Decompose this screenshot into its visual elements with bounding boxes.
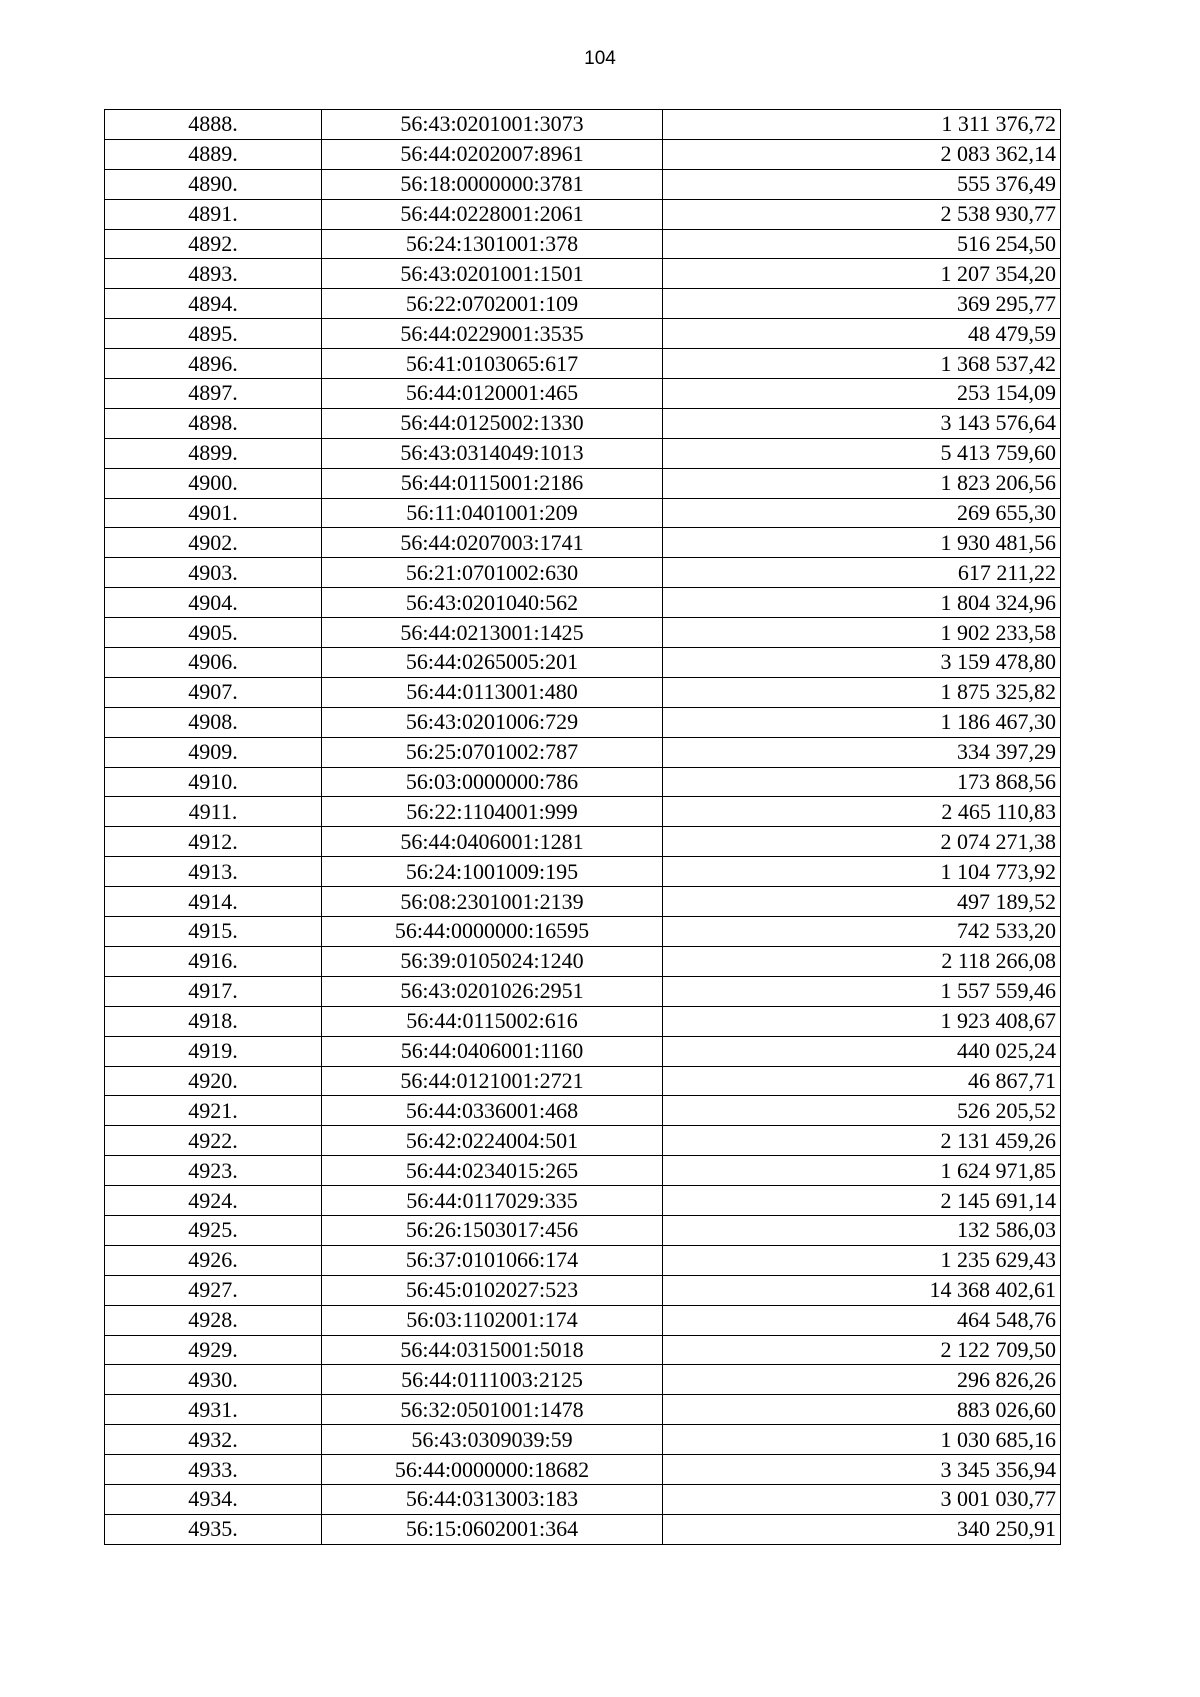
value-cell: 1 804 324,96 <box>663 588 1061 618</box>
value-cell: 132 586,03 <box>663 1215 1061 1245</box>
table-row <box>105 528 1061 558</box>
row-number-cell: 4935. <box>105 1514 322 1544</box>
cadastral-number-cell: 56:15:0602001:364 <box>322 1514 663 1544</box>
table-row <box>105 946 1061 976</box>
row-number-cell: 4897. <box>105 379 322 409</box>
table-row <box>105 139 1061 169</box>
row-number-cell: 4906. <box>105 648 322 678</box>
cadastral-number-cell: 56:44:0115001:2186 <box>322 468 663 498</box>
value-cell: 340 250,91 <box>663 1514 1061 1544</box>
value-cell: 369 295,77 <box>663 289 1061 319</box>
cadastral-number-cell: 56:44:0111003:2125 <box>322 1365 663 1395</box>
table-row <box>105 588 1061 618</box>
row-number-cell: 4909. <box>105 737 322 767</box>
cadastral-number-cell: 56:44:0229001:3535 <box>322 319 663 349</box>
cadastral-number-cell: 56:03:0000000:786 <box>322 767 663 797</box>
table-row <box>105 1245 1061 1275</box>
table-row <box>105 857 1061 887</box>
value-cell: 3 001 030,77 <box>663 1484 1061 1514</box>
cadastral-number-cell: 56:44:0336001:468 <box>322 1096 663 1126</box>
value-cell: 1 186 467,30 <box>663 707 1061 737</box>
cadastral-number-cell: 56:44:0213001:1425 <box>322 618 663 648</box>
cadastral-number-cell: 56:32:0501001:1478 <box>322 1395 663 1425</box>
row-number-cell: 4916. <box>105 946 322 976</box>
row-number-cell: 4908. <box>105 707 322 737</box>
row-number-cell: 4889. <box>105 139 322 169</box>
row-number-cell: 4901. <box>105 498 322 528</box>
cadastral-number-cell: 56:24:1001009:195 <box>322 857 663 887</box>
table-row <box>105 1425 1061 1455</box>
cadastral-number-cell: 56:44:0234015:265 <box>322 1156 663 1186</box>
table-row <box>105 1066 1061 1096</box>
cadastral-number-cell: 56:43:0309039:59 <box>322 1425 663 1455</box>
table-row <box>105 1156 1061 1186</box>
value-cell: 1 557 559,46 <box>663 976 1061 1006</box>
cadastral-number-cell: 56:44:0113001:480 <box>322 677 663 707</box>
cadastral-number-cell: 56:44:0313003:183 <box>322 1484 663 1514</box>
cadastral-number-cell: 56:44:0406001:1281 <box>322 827 663 857</box>
value-cell: 3 345 356,94 <box>663 1455 1061 1485</box>
value-cell: 1 368 537,42 <box>663 349 1061 379</box>
table-row <box>105 1036 1061 1066</box>
value-cell: 1 823 206,56 <box>663 468 1061 498</box>
table-row <box>105 1275 1061 1305</box>
value-cell: 48 479,59 <box>663 319 1061 349</box>
row-number-cell: 4928. <box>105 1305 322 1335</box>
table-row <box>105 707 1061 737</box>
row-number-cell: 4900. <box>105 468 322 498</box>
cadastral-number-cell: 56:44:0121001:2721 <box>322 1066 663 1096</box>
cadastral-number-cell: 56:44:0000000:18682 <box>322 1455 663 1485</box>
cadastral-number-cell: 56:44:0315001:5018 <box>322 1335 663 1365</box>
row-number-cell: 4922. <box>105 1126 322 1156</box>
table-row <box>105 259 1061 289</box>
row-number-cell: 4895. <box>105 319 322 349</box>
value-cell: 440 025,24 <box>663 1036 1061 1066</box>
table-row <box>105 677 1061 707</box>
table-row <box>105 1096 1061 1126</box>
cadastral-number-cell: 56:08:2301001:2139 <box>322 887 663 917</box>
row-number-cell: 4915. <box>105 917 322 947</box>
table-row <box>105 1514 1061 1544</box>
value-cell: 2 074 271,38 <box>663 827 1061 857</box>
value-cell: 334 397,29 <box>663 737 1061 767</box>
value-cell: 1 104 773,92 <box>663 857 1061 887</box>
row-number-cell: 4902. <box>105 528 322 558</box>
row-number-cell: 4903. <box>105 558 322 588</box>
table-row <box>105 199 1061 229</box>
table-row <box>105 1215 1061 1245</box>
row-number-cell: 4907. <box>105 677 322 707</box>
value-cell: 2 122 709,50 <box>663 1335 1061 1365</box>
row-number-cell: 4923. <box>105 1156 322 1186</box>
table-row <box>105 648 1061 678</box>
cadastral-number-cell: 56:41:0103065:617 <box>322 349 663 379</box>
value-cell: 46 867,71 <box>663 1066 1061 1096</box>
table-row <box>105 558 1061 588</box>
cadastral-number-cell: 56:42:0224004:501 <box>322 1126 663 1156</box>
cadastral-number-cell: 56:24:1301001:378 <box>322 229 663 259</box>
value-cell: 1 207 354,20 <box>663 259 1061 289</box>
row-number-cell: 4910. <box>105 767 322 797</box>
table-row <box>105 737 1061 767</box>
value-cell: 1 624 971,85 <box>663 1156 1061 1186</box>
table-row <box>105 349 1061 379</box>
value-cell: 2 131 459,26 <box>663 1126 1061 1156</box>
row-number-cell: 4905. <box>105 618 322 648</box>
row-number-cell: 4904. <box>105 588 322 618</box>
value-cell: 526 205,52 <box>663 1096 1061 1126</box>
value-cell: 3 159 478,80 <box>663 648 1061 678</box>
row-number-cell: 4921. <box>105 1096 322 1126</box>
table-row <box>105 468 1061 498</box>
row-number-cell: 4919. <box>105 1036 322 1066</box>
table-row <box>105 169 1061 199</box>
value-cell: 1 875 325,82 <box>663 677 1061 707</box>
table-row <box>105 110 1061 140</box>
table-row <box>105 438 1061 468</box>
cadastral-number-cell: 56:44:0228001:2061 <box>322 199 663 229</box>
value-cell: 2 465 110,83 <box>663 797 1061 827</box>
row-number-cell: 4926. <box>105 1245 322 1275</box>
cadastral-number-cell: 56:43:0201006:729 <box>322 707 663 737</box>
value-cell: 617 211,22 <box>663 558 1061 588</box>
page-number: 104 <box>584 48 616 69</box>
row-number-cell: 4890. <box>105 169 322 199</box>
table-row <box>105 1365 1061 1395</box>
row-number-cell: 4929. <box>105 1335 322 1365</box>
value-cell: 14 368 402,61 <box>663 1275 1061 1305</box>
row-number-cell: 4894. <box>105 289 322 319</box>
table-row <box>105 767 1061 797</box>
row-number-cell: 4891. <box>105 199 322 229</box>
cadastral-number-cell: 56:44:0265005:201 <box>322 648 663 678</box>
cadastral-number-cell: 56:18:0000000:3781 <box>322 169 663 199</box>
table-row <box>105 1305 1061 1335</box>
value-cell: 497 189,52 <box>663 887 1061 917</box>
row-number-cell: 4899. <box>105 438 322 468</box>
cadastral-number-cell: 56:21:0701002:630 <box>322 558 663 588</box>
value-cell: 555 376,49 <box>663 169 1061 199</box>
row-number-cell: 4912. <box>105 827 322 857</box>
cadastral-number-cell: 56:43:0201001:1501 <box>322 259 663 289</box>
registry-table-body <box>105 110 1061 1545</box>
table-row <box>105 1186 1061 1216</box>
row-number-cell: 4913. <box>105 857 322 887</box>
row-number-cell: 4888. <box>105 110 322 140</box>
row-number-cell: 4892. <box>105 229 322 259</box>
value-cell: 883 026,60 <box>663 1395 1061 1425</box>
cadastral-number-cell: 56:44:0202007:8961 <box>322 139 663 169</box>
cadastral-number-cell: 56:44:0115002:616 <box>322 1006 663 1036</box>
cadastral-number-cell: 56:44:0125002:1330 <box>322 408 663 438</box>
value-cell: 2 538 930,77 <box>663 199 1061 229</box>
table-row <box>105 1006 1061 1036</box>
cadastral-number-cell: 56:44:0000000:16595 <box>322 917 663 947</box>
table-row <box>105 319 1061 349</box>
table-row <box>105 229 1061 259</box>
value-cell: 2 145 691,14 <box>663 1186 1061 1216</box>
cadastral-number-cell: 56:44:0207003:1741 <box>322 528 663 558</box>
row-number-cell: 4898. <box>105 408 322 438</box>
table-row <box>105 1126 1061 1156</box>
table-row <box>105 797 1061 827</box>
cadastral-number-cell: 56:22:1104001:999 <box>322 797 663 827</box>
table-row <box>105 976 1061 1006</box>
row-number-cell: 4933. <box>105 1455 322 1485</box>
table-row <box>105 917 1061 947</box>
row-number-cell: 4918. <box>105 1006 322 1036</box>
value-cell: 5 413 759,60 <box>663 438 1061 468</box>
value-cell: 464 548,76 <box>663 1305 1061 1335</box>
cadastral-number-cell: 56:43:0201001:3073 <box>322 110 663 140</box>
table-row <box>105 498 1061 528</box>
value-cell: 3 143 576,64 <box>663 408 1061 438</box>
table-row <box>105 827 1061 857</box>
value-cell: 2 118 266,08 <box>663 946 1061 976</box>
table-row <box>105 1335 1061 1365</box>
value-cell: 1 930 481,56 <box>663 528 1061 558</box>
table-row <box>105 379 1061 409</box>
value-cell: 516 254,50 <box>663 229 1061 259</box>
registry-table <box>104 109 1061 1545</box>
table-row <box>105 618 1061 648</box>
table-row <box>105 1395 1061 1425</box>
value-cell: 1 902 233,58 <box>663 618 1061 648</box>
value-cell: 296 826,26 <box>663 1365 1061 1395</box>
row-number-cell: 4932. <box>105 1425 322 1455</box>
cadastral-number-cell: 56:43:0201040:562 <box>322 588 663 618</box>
table-row <box>105 887 1061 917</box>
row-number-cell: 4931. <box>105 1395 322 1425</box>
cadastral-number-cell: 56:44:0117029:335 <box>322 1186 663 1216</box>
row-number-cell: 4917. <box>105 976 322 1006</box>
row-number-cell: 4911. <box>105 797 322 827</box>
row-number-cell: 4920. <box>105 1066 322 1096</box>
value-cell: 1 235 629,43 <box>663 1245 1061 1275</box>
row-number-cell: 4896. <box>105 349 322 379</box>
cadastral-number-cell: 56:22:0702001:109 <box>322 289 663 319</box>
value-cell: 1 311 376,72 <box>663 110 1061 140</box>
cadastral-number-cell: 56:44:0120001:465 <box>322 379 663 409</box>
value-cell: 173 868,56 <box>663 767 1061 797</box>
table-row <box>105 1484 1061 1514</box>
value-cell: 1 030 685,16 <box>663 1425 1061 1455</box>
row-number-cell: 4925. <box>105 1215 322 1245</box>
row-number-cell: 4927. <box>105 1275 322 1305</box>
cadastral-number-cell: 56:39:0105024:1240 <box>322 946 663 976</box>
cadastral-number-cell: 56:43:0314049:1013 <box>322 438 663 468</box>
row-number-cell: 4914. <box>105 887 322 917</box>
cadastral-number-cell: 56:03:1102001:174 <box>322 1305 663 1335</box>
cadastral-number-cell: 56:44:0406001:1160 <box>322 1036 663 1066</box>
cadastral-number-cell: 56:25:0701002:787 <box>322 737 663 767</box>
table-row <box>105 289 1061 319</box>
cadastral-number-cell: 56:11:0401001:209 <box>322 498 663 528</box>
table-row <box>105 408 1061 438</box>
row-number-cell: 4934. <box>105 1484 322 1514</box>
table-row <box>105 1455 1061 1485</box>
cadastral-number-cell: 56:26:1503017:456 <box>322 1215 663 1245</box>
value-cell: 253 154,09 <box>663 379 1061 409</box>
cadastral-number-cell: 56:43:0201026:2951 <box>322 976 663 1006</box>
value-cell: 269 655,30 <box>663 498 1061 528</box>
row-number-cell: 4893. <box>105 259 322 289</box>
row-number-cell: 4930. <box>105 1365 322 1395</box>
value-cell: 2 083 362,14 <box>663 139 1061 169</box>
cadastral-number-cell: 56:45:0102027:523 <box>322 1275 663 1305</box>
cadastral-number-cell: 56:37:0101066:174 <box>322 1245 663 1275</box>
value-cell: 742 533,20 <box>663 917 1061 947</box>
value-cell: 1 923 408,67 <box>663 1006 1061 1036</box>
row-number-cell: 4924. <box>105 1186 322 1216</box>
